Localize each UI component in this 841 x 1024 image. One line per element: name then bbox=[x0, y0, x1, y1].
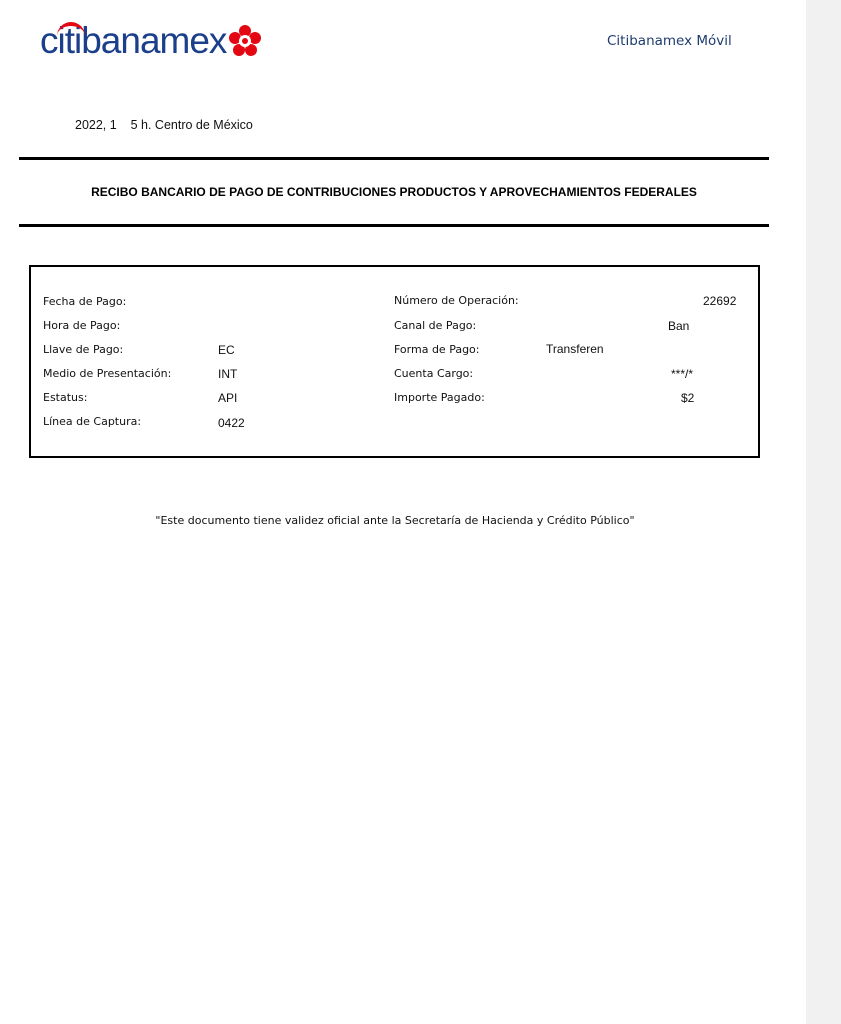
medio-presentacion-value: INT bbox=[218, 367, 238, 381]
estatus-label: Estatus: bbox=[43, 391, 88, 404]
receipt-title: RECIBO BANCARIO DE PAGO DE CONTRIBUCIONES PRODUCTOS Y APROVECHAMIENTOS FEDERALES bbox=[91, 185, 697, 199]
numero-operacion-value: 22692 bbox=[703, 294, 737, 308]
estatus-value: API bbox=[218, 391, 238, 405]
importe-pagado-value: $2 bbox=[681, 391, 695, 405]
fecha-pago-label: Fecha de Pago: bbox=[43, 295, 127, 308]
issue-date-line: 2022, 1 5 h. Centro de México bbox=[75, 118, 253, 132]
banamex-flower-icon bbox=[228, 24, 262, 58]
linea-captura-label: Línea de Captura: bbox=[43, 415, 142, 428]
hora-pago-label: Hora de Pago: bbox=[43, 319, 121, 332]
medio-presentacion-label: Medio de Presentación: bbox=[43, 367, 172, 380]
title-top-rule bbox=[19, 157, 769, 160]
numero-operacion-label: Número de Operación: bbox=[394, 294, 519, 307]
title-bottom-rule bbox=[19, 224, 769, 227]
citibanamex-logo bbox=[40, 18, 262, 64]
llave-pago-label: Llave de Pago: bbox=[43, 343, 124, 356]
canal-pago-value: Ban bbox=[668, 319, 690, 333]
canal-pago-label: Canal de Pago: bbox=[394, 319, 477, 332]
legal-validity-note: "Este documento tiene validez oficial ante la Secretaría de Hacienda y Crédito Público" bbox=[155, 514, 635, 527]
logo-wordmark: citibanamex bbox=[40, 20, 227, 61]
forma-pago-label: Forma de Pago: bbox=[394, 343, 480, 356]
payment-details-box bbox=[29, 265, 760, 458]
cuenta-cargo-label: Cuenta Cargo: bbox=[394, 367, 474, 380]
cuenta-cargo-value: ***/* bbox=[671, 367, 694, 381]
llave-pago-value: EC bbox=[218, 343, 235, 357]
scrollbar-gutter[interactable] bbox=[806, 0, 841, 1024]
app-name: Citibanamex Móvil bbox=[607, 33, 732, 49]
importe-pagado-label: Importe Pagado: bbox=[394, 391, 485, 404]
linea-captura-value: 0422 bbox=[218, 416, 245, 430]
forma-pago-value: Transferen bbox=[546, 342, 604, 356]
